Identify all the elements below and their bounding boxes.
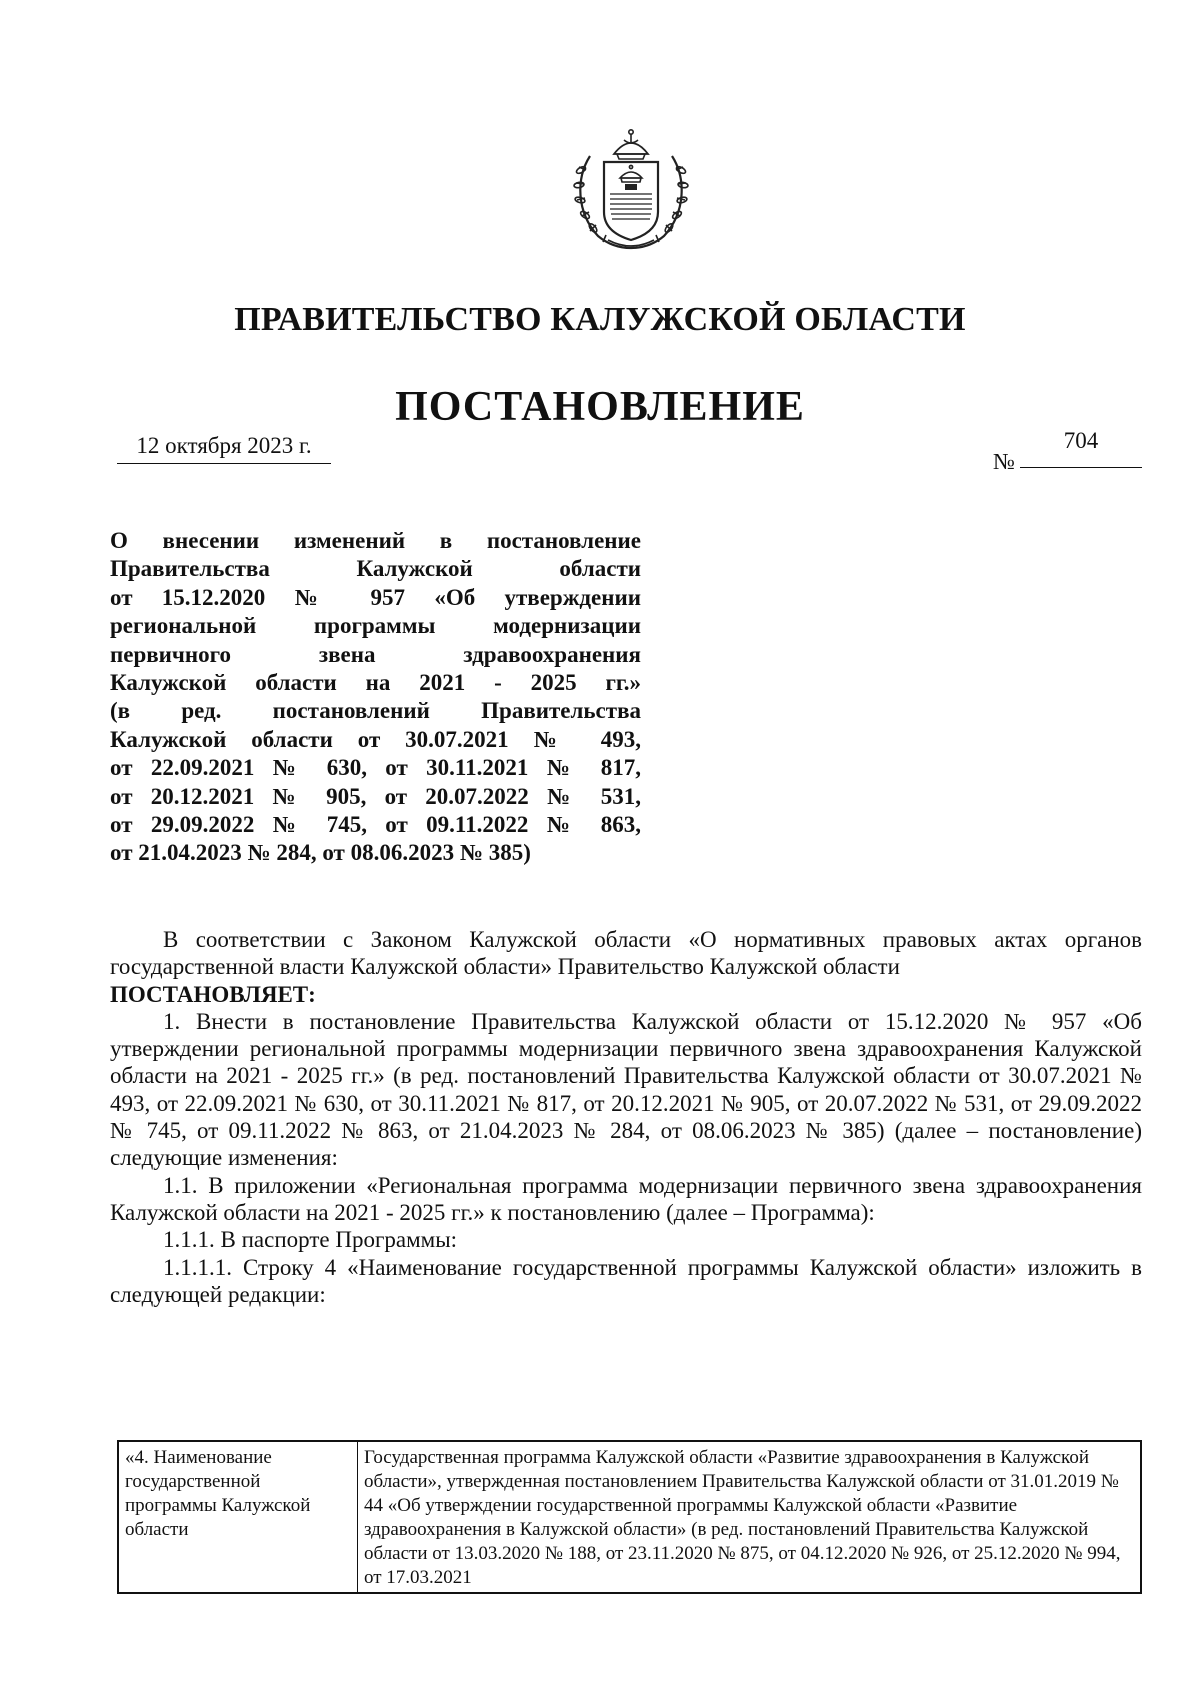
- subject-line: О внесении изменений в постановление: [110, 528, 641, 553]
- document-body: [110, 926, 1142, 1308]
- subject-line: от 29.09.2022 № 745, от 09.11.2022 № 863,: [110, 811, 641, 837]
- table-cell-label: «4. Наименование государственной программы Калужской области: [118, 1441, 358, 1593]
- subject-line: Калужской области от 30.07.2021 № 493,: [110, 726, 641, 752]
- subject-line: (в ред. постановлений Правительства: [110, 698, 641, 724]
- subject-line: от 22.09.2021 № 630, от 30.11.2021 № 817,: [110, 755, 641, 781]
- document-date: 12 октября 2023 г.: [117, 433, 331, 464]
- clause-1: 1. Внести в постановление Правительства Калужской области от 15.12.2020 № 957 «Об утверждении региональной программы модернизации первичного звена здравоохранения Калужской области на 2021 - 2025 гг.» (в ред. постановлений Правительства Калужской области от 30.07.2021 № 493, от 22.09.2021 № 630, от 30.11.2021 № 817, от 20.12.2021 № 905, от 20.07.2022 № 531, от 29.09.2022 № 745, от 09.11.2022 № 863, от 21.04.2023 № 284, от 08.06.2023 № 385) (далее – постановление) следующие изменения:: [110, 1008, 1142, 1171]
- subject-line: Калужской области на 2021 - 2025 гг.»: [110, 669, 641, 695]
- preamble-paragraph: В соответствии с Законом Калужской области «О нормативных правовых актах органов государственной власти Калужской области» Правительство Калужской области: [110, 927, 1142, 980]
- document-subject: [110, 527, 641, 868]
- subject-line: первичного звена здравоохранения: [110, 641, 641, 667]
- table-row: [118, 1441, 1141, 1593]
- subject-line: Правительства Калужской области: [110, 556, 641, 582]
- subject-line: от 20.12.2021 № 905, от 20.07.2022 № 531,: [110, 783, 641, 809]
- clause-1-1-1-1: 1.1.1.1. Строку 4 «Наименование государственной программы Калужской области» изложить в следующей редакции:: [110, 1254, 1142, 1307]
- table-cell-value: Государственная программа Калужской области «Развитие здравоохранения в Калужской области», утвержденная постановлением Правительства Калужской области от 31.01.2019 № 44 «Об утверждении государственной программы Калужской области «Развитие здравоохранения в Калужской области» (в ред. постановлений Правительства Калужской области от 13.03.2020 № 188, от 23.11.2020 № 875, от 04.12.2020 № 926, от 25.12.2020 № 994, от 17.03.2021: [358, 1441, 1142, 1593]
- subject-line: от 15.12.2020 № 957 «Об утверждении: [110, 584, 641, 610]
- document-type-title: ПОСТАНОВЛЕНИЕ: [395, 384, 805, 430]
- government-title: ПРАВИТЕЛЬСТВО КАЛУЖСКОЙ ОБЛАСТИ: [234, 301, 966, 338]
- resolves-heading: ПОСТАНОВЛЯЕТ:: [110, 981, 316, 1007]
- subject-line: от 21.04.2023 № 284, от 08.06.2023 № 385): [110, 840, 531, 866]
- document-number: 704: [1020, 428, 1142, 468]
- document-number-label: №: [993, 449, 1015, 474]
- kaluga-region-coat-of-arms-icon: [568, 126, 694, 252]
- program-passport-table: [117, 1440, 1142, 1594]
- clause-1-1-1: 1.1.1. В паспорте Программы:: [163, 1227, 458, 1253]
- subject-line: региональной программы модернизации: [110, 613, 641, 639]
- clause-1-1: 1.1. В приложении «Региональная программа модернизации первичного звена здравоохранения Калужской области на 2021 - 2025 гг.» к постановлению (далее – Программа):: [110, 1172, 1142, 1225]
